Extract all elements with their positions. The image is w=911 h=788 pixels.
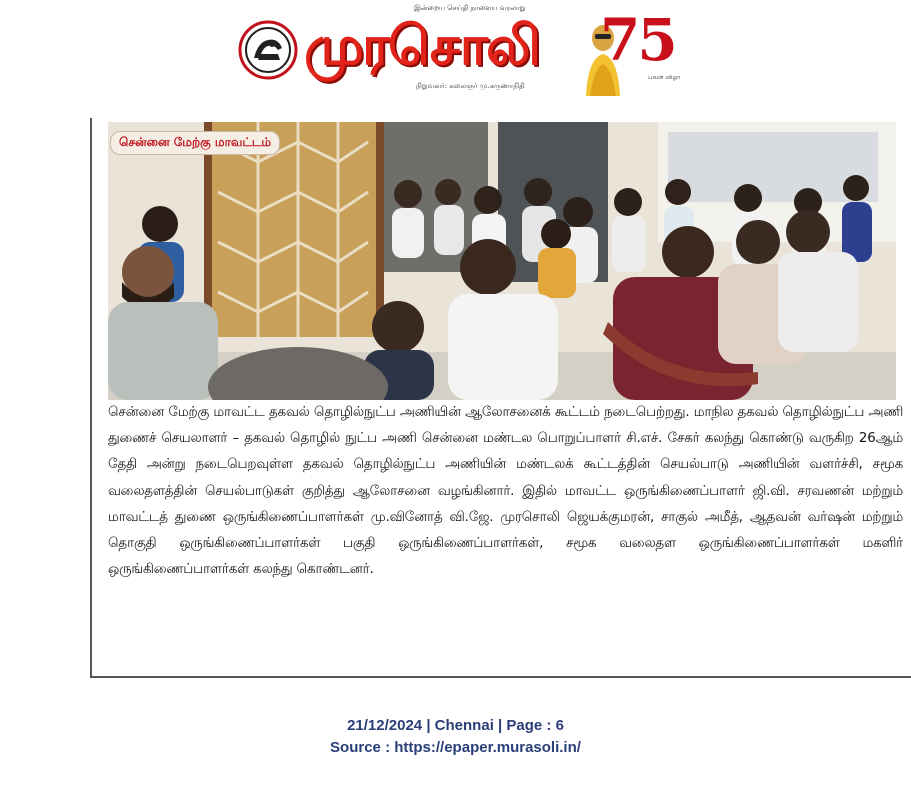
footer-dateline: 21/12/2024 | Chennai | Page : 6 <box>347 717 564 734</box>
masthead-tagline: இன்றைய செய்தி நாளைய வரலாறு <box>414 4 526 12</box>
masthead <box>228 4 688 102</box>
anniversary-number: 75 <box>600 6 675 74</box>
masthead-title: முரசொலி <box>304 14 539 77</box>
article-body: சென்னை மேற்கு மாவட்ட தகவல் தொழில்நுட்ப அணியின் ஆலோசனைக் கூட்டம் நடைபெற்றது. மாநில தகவல் தொழில்நுட்ப அணி துணைச் செயலாளர் – தகவல் தொழில் நுட்ப அணி சென்னை மண்டல பொறுப்பாளர் சி.எச். சேகர் கலந்து கொண்டு வருகிற 26ஆம் தேதி அன்று நடைபெறவுள்ள தகவல் தொழில்நுட்ப அணியின் மண்டலக் கூட்டத்தின் செயல்பாடு அணியின் வளர்ச்சி, சமூக வலைதளத்தின் செயல்பாடுகள் குறித்து ஆலோசனை வழங்கினார். இதில் மாவட்ட ஒருங்கிணைப்பாளர் ஜி.வி. சரவணன் மற்றும் மாவட்டத் துணை ஒருங்கிணைப்பாளர்கள் மு.வினோத் வி.ஜே. முரசொலி ஜெயக்குமரன், சாகுல் அமீத், ஆதவன் வர்ஷன் மற்றும் தொகுதி ஒருங்கிணைப்பாளர்கள் பகுதி ஒருங்கிணைப்பாளர்கள், சமூக வலைதள ஒருங்கிணைப்பாளர்கள் மகளிர் ஒருங்கிணைப்பாளர்கள் கலந்து கொண்டனர். <box>108 405 903 578</box>
footer-source: Source : https://epaper.murasoli.in/ <box>330 739 581 756</box>
photo-caption: சென்னை மேற்கு மாவட்டம் <box>110 131 280 155</box>
anniversary-label: பவள விழா <box>648 74 681 81</box>
meeting-photo <box>108 122 896 400</box>
party-emblem-icon <box>238 20 298 80</box>
anniversary-logo <box>580 4 680 102</box>
masthead-subtitle: நிறுவனர்: கலைஞர் மு.கருணாநிதி <box>416 82 525 90</box>
